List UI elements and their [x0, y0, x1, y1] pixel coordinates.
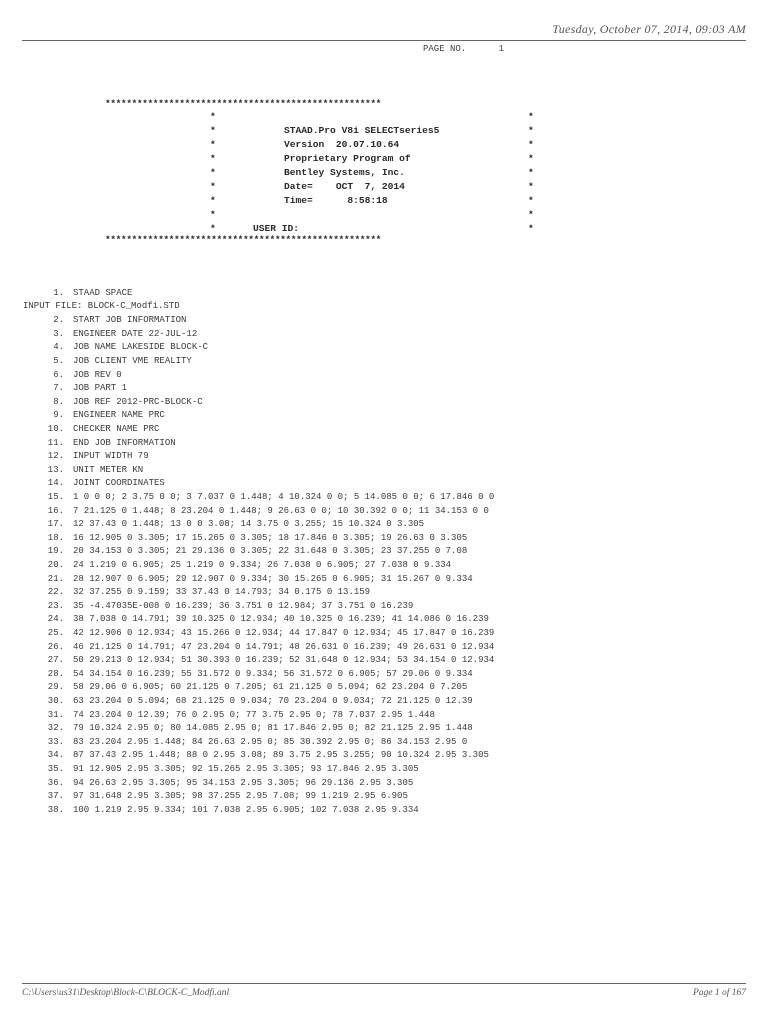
footer-rule	[22, 983, 746, 984]
line-text: START JOB INFORMATION	[73, 315, 187, 326]
line-number: 27.	[47, 655, 64, 666]
line-text: 63 23.204 0 5.094; 68 21.125 0 9.034; 70 23.204 0 9.034; 72 21.125 0 12.39	[73, 696, 473, 706]
line-number: 20.	[47, 560, 64, 570]
line-number: 10.	[47, 424, 64, 434]
line-number: 7.	[53, 383, 64, 394]
banner-top-border: ****************************************************	[105, 98, 381, 109]
line-text: 7 21.125 0 1.448; 8 23.204 0 1.448; 9 26.63 0 0; 10 30.392 0 0; 11 34.153 0 0	[73, 505, 489, 516]
listing-line	[0, 804, 768, 818]
line-number: 35.	[47, 764, 64, 774]
run-date: Date= OCT 7, 2014	[284, 181, 405, 192]
listing-line	[0, 600, 768, 614]
listing-line	[0, 450, 768, 464]
line-number: 33.	[47, 736, 64, 747]
line-text: 83 23.204 2.95 1.448; 84 26.63 2.95 0; 85 30.392 2.95 0; 86 34.153 2.95 0	[73, 736, 468, 747]
listing-line	[0, 287, 768, 301]
line-text: 58 29.06 0 6.905; 60 21.125 0 7.205; 61 21.125 0 5.094; 62 23.204 0 7.205	[73, 682, 468, 693]
line-number: 15.	[47, 492, 64, 502]
line-text: JOB PART 1	[73, 383, 128, 394]
listing-line	[0, 654, 768, 668]
proprietary-note: Proprietary Program of	[284, 153, 411, 164]
line-text: 97 31.648 2.95 3.305; 98 37.255 2.95 7.08; 99 1.219 2.95 6.905	[73, 791, 408, 802]
page-no-label: PAGE NO.	[423, 44, 467, 54]
line-number: 32.	[47, 723, 64, 734]
user-id-label: USER ID:	[253, 223, 300, 234]
line-text: 74 23.204 0 12.39; 76 0 2.95 0; 77 3.75 2.95 0; 78 7.037 2.95 1.448	[73, 709, 435, 720]
listing-line	[0, 464, 768, 478]
listing-line	[0, 681, 768, 695]
line-text: 1 0 0 0; 2 3.75 0 0; 3 7.037 0 1.448; 4 10.324 0 0; 5 14.085 0 0; 6 17.846 0 0	[73, 492, 495, 502]
line-number: 37.	[47, 791, 64, 802]
line-number: 19.	[47, 546, 64, 557]
line-text: ENGINEER NAME PRC	[73, 410, 165, 421]
listing-line	[0, 613, 768, 627]
line-number: 12.	[47, 451, 64, 462]
line-text: JOINT COORDINATES	[73, 478, 165, 489]
line-number: 17.	[47, 519, 64, 530]
line-text: END JOB INFORMATION	[73, 437, 176, 448]
line-text: 46 21.125 0 14.791; 47 23.204 0 14.791; 48 26.631 0 16.239; 49 26.631 0 12.934	[73, 641, 495, 652]
listing-line	[0, 763, 768, 777]
company-name: Bentley Systems, Inc.	[284, 167, 405, 178]
line-number: 24.	[47, 614, 64, 625]
listing-line	[0, 341, 768, 355]
line-text: 24 1.219 0 6.905; 25 1.219 0 9.334; 26 7.038 0 6.905; 27 7.038 0 9.334	[73, 560, 452, 570]
line-text: 54 34.154 0 16.239; 55 31.572 0 9.334; 56 31.572 0 6.905; 57 29.06 0 9.334	[73, 668, 473, 679]
line-number: 28.	[47, 668, 64, 679]
listing-line	[0, 328, 768, 342]
line-number: 29.	[47, 682, 64, 693]
line-text: 91 12.905 2.95 3.305; 92 15.265 2.95 3.305; 93 17.846 2.95 3.305	[73, 764, 419, 774]
run-time: Time= 8:58:18	[284, 195, 388, 206]
listing-line	[0, 545, 768, 559]
line-number: 5.	[53, 356, 64, 366]
line-number: 1.	[53, 288, 64, 298]
listing-line	[0, 382, 768, 396]
listing-line	[0, 423, 768, 437]
line-text: STAAD SPACE	[73, 288, 133, 298]
line-number: 14.	[47, 478, 64, 489]
line-number: 22.	[47, 587, 64, 598]
header-rule	[22, 40, 746, 41]
listing-line	[0, 709, 768, 723]
report-timestamp: Tuesday, October 07, 2014, 09:03 AM	[552, 22, 746, 36]
line-text: 20 34.153 0 3.305; 21 29.136 0 3.305; 22 31.648 0 3.305; 23 37.255 0 7.08	[73, 546, 468, 557]
banner-bottom-border: ****************************************************	[105, 234, 381, 245]
line-number: 36.	[47, 777, 64, 788]
listing-line	[0, 559, 768, 573]
file-path: C:\Users\us31\Desktop\Block-C\BLOCK-C_Modfi.anl	[22, 988, 230, 998]
line-number: 4.	[53, 342, 64, 353]
input-file-line: INPUT FILE: BLOCK-C_Modfi.STD	[23, 300, 180, 311]
line-number: 13.	[47, 464, 64, 475]
line-number: 30.	[47, 696, 64, 706]
listing-line	[0, 790, 768, 804]
listing-line	[0, 369, 768, 383]
program-name: STAAD.Pro V8i SELECTseries5	[284, 125, 440, 136]
line-text: JOB CLIENT VME REALITY	[73, 356, 192, 366]
line-number: 11.	[47, 437, 64, 448]
listing-line	[0, 736, 768, 750]
listing-line	[0, 749, 768, 763]
line-number: 25.	[47, 628, 64, 638]
line-number: 38.	[47, 804, 64, 815]
listing-line	[0, 314, 768, 328]
line-number: 8.	[53, 396, 64, 407]
listing-line	[0, 668, 768, 682]
listing-line	[0, 396, 768, 410]
listing-line	[0, 695, 768, 709]
page-no-value: 1	[498, 44, 505, 54]
listing-line	[0, 491, 768, 505]
line-number: 6.	[53, 369, 64, 380]
listing-line	[0, 532, 768, 546]
line-text: 32 37.255 0 9.159; 33 37.43 0 14.793; 34 0.175 0 13.159	[73, 587, 371, 598]
line-number: 23.	[47, 600, 64, 611]
line-number: 18.	[47, 532, 64, 543]
listing-line	[0, 627, 768, 641]
line-text: 100 1.219 2.95 9.334; 101 7.038 2.95 6.905; 102 7.038 2.95 9.334	[73, 804, 419, 815]
line-text: UNIT METER KN	[73, 464, 144, 475]
line-text: ENGINEER DATE 22-JUL-12	[73, 328, 198, 339]
listing-line	[0, 355, 768, 369]
program-version: Version 20.07.10.64	[284, 139, 400, 150]
listing-line	[0, 722, 768, 736]
listing-line	[0, 586, 768, 600]
line-text: JOB NAME LAKESIDE BLOCK-C	[73, 342, 209, 353]
line-text: 50 29.213 0 12.934; 51 30.393 0 16.239; 52 31.648 0 12.934; 53 34.154 0 12.934	[73, 655, 495, 666]
listing-line	[0, 777, 768, 791]
listing-line	[0, 437, 768, 451]
line-text: JOB REV 0	[73, 369, 122, 380]
line-text: JOB REF 2012-PRC-BLOCK-C	[73, 396, 203, 407]
line-number: 21.	[47, 573, 64, 584]
listing-line	[0, 641, 768, 655]
line-number: 3.	[53, 328, 64, 339]
line-text: INPUT WIDTH 79	[73, 451, 149, 462]
line-text: 16 12.905 0 3.305; 17 15.265 0 3.305; 18 17.846 0 3.305; 19 26.63 0 3.305	[73, 532, 468, 543]
line-text: 35 -4.47035E-008 0 16.239; 36 3.751 0 12.984; 37 3.751 0 16.239	[73, 600, 414, 611]
line-number: 2.	[53, 315, 64, 326]
line-number: 16.	[47, 505, 64, 516]
line-number: 31.	[47, 709, 64, 720]
line-text: CHECKER NAME PRC	[73, 424, 160, 434]
listing-line	[0, 573, 768, 587]
listing-line	[0, 409, 768, 423]
line-number: 26.	[47, 641, 64, 652]
listing-line	[0, 505, 768, 519]
line-text: 42 12.906 0 12.934; 43 15.266 0 12.934; 44 17.847 0 12.934; 45 17.847 0 16.239	[73, 628, 495, 638]
page-number-header	[423, 44, 504, 54]
line-number: 9.	[53, 410, 64, 421]
listing-line	[0, 477, 768, 491]
line-text: 94 26.63 2.95 3.305; 95 34.153 2.95 3.305; 96 29.136 2.95 3.305	[73, 777, 414, 788]
page-count: Page 1 of 167	[692, 988, 746, 998]
line-text: 87 37.43 2.95 1.448; 88 0 2.95 3.08; 89 3.75 2.95 3.255; 90 10.324 2.95 3.305	[73, 750, 489, 761]
line-text: 38 7.038 0 14.791; 39 10.325 0 12.934; 40 10.325 0 16.239; 41 14.086 0 16.239	[73, 614, 489, 625]
line-text: 28 12.907 0 6.905; 29 12.907 0 9.334; 30 15.265 0 6.905; 31 15.267 0 9.334	[73, 573, 473, 584]
line-number: 34.	[47, 750, 64, 761]
listing-line	[0, 518, 768, 532]
line-text: 12 37.43 0 1.448; 13 0 0 3.08; 14 3.75 0 3.255; 15 10.324 0 3.305	[73, 519, 425, 530]
line-text: 79 10.324 2.95 0; 80 14.085 2.95 0; 81 17.846 2.95 0; 82 21.125 2.95 1.448	[73, 723, 473, 734]
